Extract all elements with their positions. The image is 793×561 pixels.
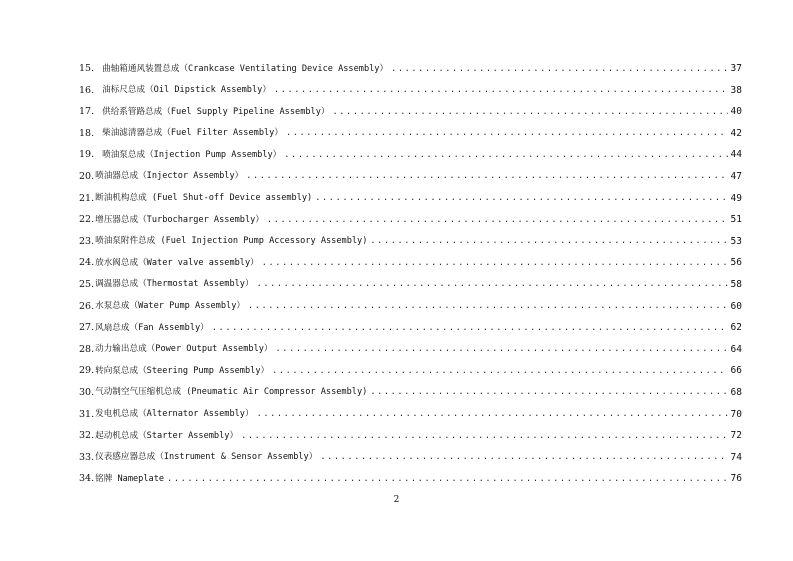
toc-entry-page: 58 [730,278,742,290]
toc-entry-number: 22. [79,214,95,226]
page-number: 2 [393,495,400,505]
toc-entry[interactable] [79,101,742,123]
toc-entry[interactable] [79,339,742,361]
dot-leader [284,151,727,160]
toc-entry-title: 风扇总成（Fan Assembly） [95,322,209,333]
toc-entry-title: 油标尺总成（Oil Dipstick Assembly） [102,85,271,96]
toc-entry-number: 17. [79,106,95,118]
toc-entry-title: 调温器总成（Thermostat Assembly） [95,279,254,290]
dot-leader [315,194,727,203]
toc-entry-title: 喷油器总成（Injector Assembly） [95,171,244,182]
toc-entry[interactable] [79,166,742,188]
toc-entry-page: 53 [730,235,742,247]
dot-leader [333,108,728,117]
dot-leader [272,367,727,376]
table-of-contents [79,58,742,490]
toc-entry-title: 柴油滤清器总成（Fuel Filter Assembly） [102,128,283,139]
toc-entry-title: 供给系管路总成（Fuel Supply Pipeline Assembly） [102,106,330,117]
toc-entry-page: 70 [730,408,742,420]
toc-entry-page: 62 [730,322,742,334]
toc-entry[interactable] [79,425,742,447]
toc-entry-page: 68 [730,386,742,398]
toc-entry-title: 断油机构总成 (Fuel Shut-off Device assembly) [95,193,313,204]
dot-leader [320,453,727,462]
dot-leader [257,410,728,419]
toc-entry[interactable] [79,58,742,80]
toc-entry-number: 15. [79,63,95,75]
dot-leader [274,86,728,95]
toc-entry-page: 72 [730,430,742,442]
toc-entry-page: 42 [730,127,742,139]
toc-entry-title: 仪表感应器总成（Instrument & Sensor Assembly） [95,452,318,463]
toc-entry-page: 38 [730,84,742,96]
dot-leader [167,475,728,484]
dot-leader [370,388,727,397]
toc-entry-number: 16. [79,84,95,96]
toc-entry[interactable] [79,360,742,382]
toc-entry-number: 34. [79,473,95,485]
toc-entry[interactable] [79,144,742,166]
toc-entry-title: 增压器总成（Turbocharger Assembly） [95,214,264,225]
toc-entry-number: 29. [79,365,95,377]
dot-leader [257,280,728,289]
dot-leader [241,432,727,441]
dot-leader [370,237,727,246]
toc-entry[interactable] [79,123,742,145]
dot-leader [246,172,727,181]
toc-entry-page: 56 [730,257,742,269]
toc-entry-number: 33. [79,451,95,463]
toc-entry-number: 23. [79,235,95,247]
dot-leader [248,302,728,311]
toc-entry-number: 30. [79,386,95,398]
toc-entry-title: 转向泵总成（Steering Pump Assembly） [95,365,270,376]
toc-entry-title: 曲轴箱通风装置总成（Crankcase Ventilating Device Assembly） [102,63,389,74]
toc-entry-number: 18. [79,127,95,139]
toc-entry-page: 60 [730,300,742,312]
toc-entry-page: 76 [730,473,742,485]
dot-leader [267,216,728,225]
toc-entry-number: 25. [79,278,95,290]
toc-entry-title: 放水阀总成（Water valve assembly） [95,257,259,268]
toc-entry[interactable] [79,80,742,102]
toc-entry[interactable] [79,209,742,231]
toc-entry-title: 动力输出总成（Power Output Assembly） [95,344,273,355]
toc-entry-page: 49 [730,192,742,204]
toc-entry-page: 44 [730,149,742,161]
toc-entry[interactable] [79,274,742,296]
toc-entry-number: 32. [79,430,95,442]
toc-entry-number: 19. [79,149,95,161]
toc-entry-number: 26. [79,300,95,312]
toc-entry-page: 51 [730,214,742,226]
toc-entry-number: 27. [79,322,95,334]
toc-entry[interactable] [79,188,742,210]
toc-entry[interactable] [79,404,742,426]
toc-entry-title: 铭牌 Nameplate [95,473,165,484]
toc-entry-page: 40 [730,106,742,118]
toc-entry-title: 发电机总成（Alternator Assembly） [95,409,254,419]
toc-entry[interactable] [79,231,742,253]
toc-entry-number: 21. [79,192,95,204]
toc-entry[interactable] [79,447,742,469]
toc-entry-page: 66 [730,365,742,377]
dot-leader [276,345,728,354]
dot-leader [286,129,728,138]
toc-entry-number: 20. [79,171,95,183]
toc-entry[interactable] [79,382,742,404]
toc-entry-title: 喷油泵附件总成 (Fuel Injection Pump Accessory Assembly) [95,236,368,247]
toc-entry-page: 74 [730,451,742,463]
toc-entry[interactable] [79,468,742,490]
dot-leader [262,259,728,268]
toc-entry[interactable] [79,296,742,318]
toc-entry-page: 37 [730,63,742,75]
toc-entry-number: 28. [79,343,95,355]
toc-entry-title: 水泵总成（Water Pump Assembly） [95,301,245,312]
toc-entry[interactable] [79,252,742,274]
toc-entry-title: 喷油泵总成（Injection Pump Assembly） [102,149,282,160]
toc-entry-number: 31. [79,408,95,420]
toc-entry-title: 起动机总成（Starter Assembly） [95,430,239,441]
dot-leader [391,65,727,74]
toc-entry[interactable] [79,317,742,339]
toc-entry-title: 气动制空气压缩机总成 (Pneumatic Air Compressor Assembly) [95,387,368,398]
toc-entry-page: 47 [730,171,742,183]
toc-entry-page: 64 [730,343,742,355]
toc-entry-number: 24. [79,257,95,269]
dot-leader [212,324,728,333]
